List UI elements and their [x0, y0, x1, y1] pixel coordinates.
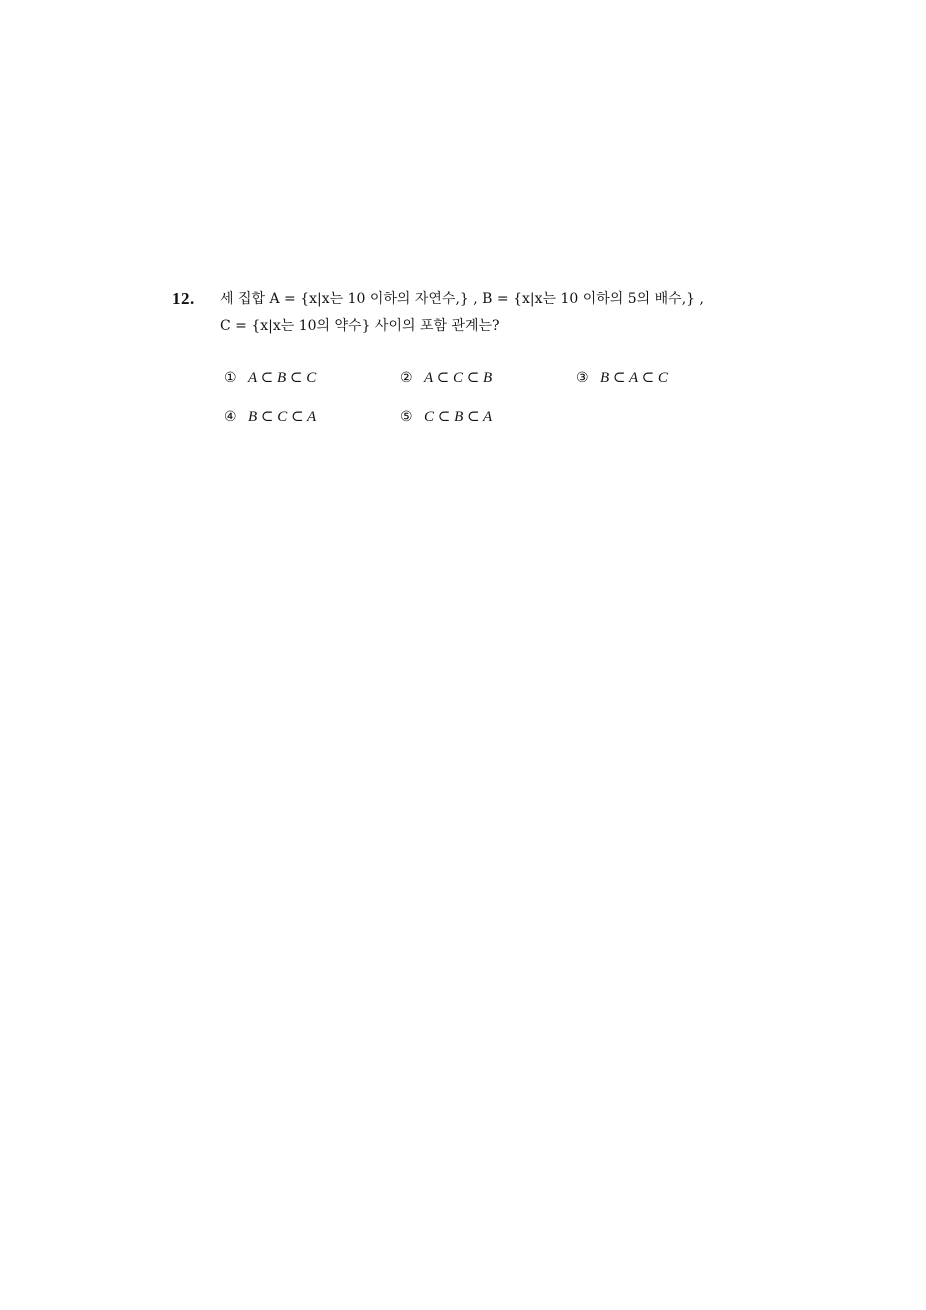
- choice-4[interactable]: [224, 407, 316, 427]
- choice-expression: B ⊂ A ⊂ C: [600, 370, 668, 386]
- problem-number: 12.: [172, 289, 195, 308]
- choice-1[interactable]: [224, 368, 316, 388]
- choice-marker: ①: [224, 370, 237, 386]
- choice-expression: C ⊂ B ⊂ A: [424, 409, 493, 425]
- choice-5[interactable]: [400, 407, 492, 427]
- choice-marker: ⑤: [400, 409, 413, 425]
- choice-expression: A ⊂ C ⊂ B: [424, 370, 493, 386]
- choice-expression: B ⊂ C ⊂ A: [248, 409, 317, 425]
- problem-stem-line-1: 세 집합 A = {x|x는 10 이하의 자연수,} , B = {x|x는 10 이하의 5의 배수,} ,: [220, 291, 704, 307]
- choice-expression: A ⊂ B ⊂ C: [248, 370, 317, 386]
- choice-marker: ④: [224, 409, 237, 425]
- choice-3[interactable]: [576, 368, 668, 388]
- choice-marker: ②: [400, 370, 413, 386]
- choice-marker: ③: [576, 370, 589, 386]
- problem-stem-line-2: C = {x|x는 10의 약수} 사이의 포함 관계는?: [220, 318, 500, 334]
- choice-2[interactable]: [400, 368, 492, 388]
